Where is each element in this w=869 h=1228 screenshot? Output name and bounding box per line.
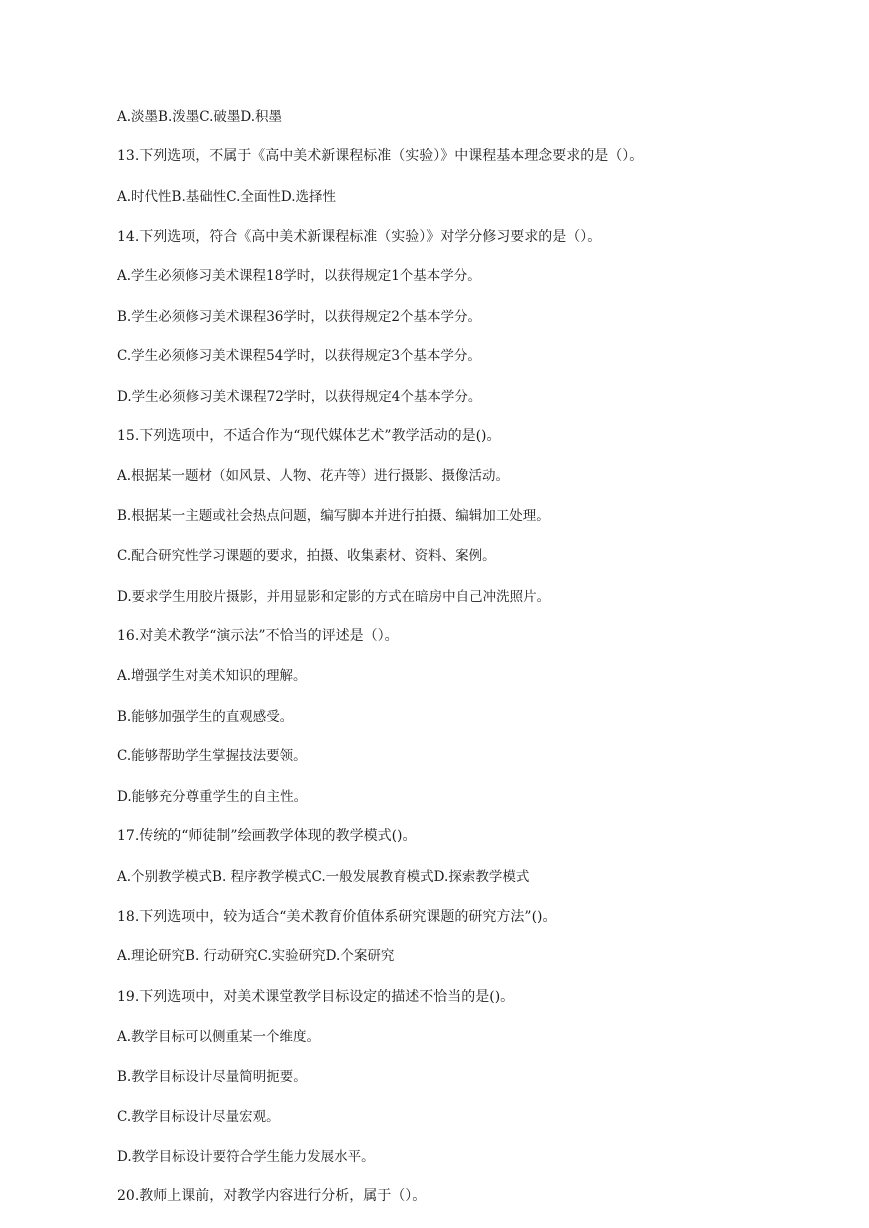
option-a-q15: A.根据某一题材（如风景、人物、花卉等）进行摄影、摄像活动。 (117, 468, 510, 484)
question-14: 14.下列选项，符合《高中美术新课程标准（实验）》对学分修习要求的是（）。 (117, 229, 602, 245)
question-20: 20.教师上课前，对教学内容进行分析，属于（）。 (117, 1188, 427, 1204)
option-b-q14: B.学生必须修习美术课程36学时，以获得规定2个基本学分。 (117, 309, 481, 325)
option-a-q14: A.学生必须修习美术课程18学时，以获得规定1个基本学分。 (117, 268, 481, 284)
question-13: 13.下列选项，不属于《高中美术新课程标准（实验）》中课程基本理念要求的是（）。 (117, 148, 644, 164)
option-a-q16: A.增强学生对美术知识的理解。 (117, 668, 307, 684)
option-d-q19: D.教学目标设计要符合学生能力发展水平。 (117, 1149, 375, 1165)
question-15: 15.下列选项中，不适合作为“现代媒体艺术”教学活动的是()。 (117, 428, 501, 444)
option-c-q16: C.能够帮助学生掌握技法要领。 (117, 748, 307, 764)
option-a-q19: A.教学目标可以侧重某一个维度。 (117, 1029, 321, 1045)
question-17: 17.传统的“师徒制”绘画教学体现的教学模式()。 (117, 828, 417, 844)
option-line-q18: A.理论研究B. 行动研究C.实验研究D.个案研究 (117, 948, 395, 964)
option-b-q15: B.根据某一主题或社会热点问题，编写脚本并进行拍摄、编辑加工处理。 (117, 508, 550, 524)
option-line-q13: A.时代性B.基础性C.全面性D.选择性 (117, 189, 337, 205)
option-d-q16: D.能够充分尊重学生的自主性。 (117, 789, 308, 805)
option-d-q15: D.要求学生用胶片摄影，并用显影和定影的方式在暗房中自己冲洗照片。 (117, 589, 551, 605)
option-c-q15: C.配合研究性学习课题的要求，拍摄、收集素材、资料、案例。 (117, 548, 496, 564)
option-line-q17: A.个别教学模式B. 程序教学模式C.一般发展教育模式D.探索教学模式 (117, 869, 530, 885)
question-19: 19.下列选项中，对美术课堂教学目标设定的描述不恰当的是()。 (117, 989, 515, 1005)
option-c-q19: C.教学目标设计尽量宏观。 (117, 1109, 280, 1125)
question-18: 18.下列选项中，较为适合“美术教育价值体系研究课题的研究方法”()。 (117, 909, 557, 925)
option-d-q14: D.学生必须修习美术课程72学时，以获得规定4个基本学分。 (117, 389, 482, 405)
option-b-q16: B.能够加强学生的直观感受。 (117, 709, 294, 725)
option-c-q14: C.学生必须修习美术课程54学时，以获得规定3个基本学分。 (117, 348, 481, 364)
question-16: 16.对美术教学“演示法”不恰当的评述是（）。 (117, 628, 399, 644)
option-line-q12: A.淡墨B.泼墨C.破墨D.积墨 (117, 109, 283, 125)
option-b-q19: B.教学目标设计尽量简明扼要。 (117, 1069, 307, 1085)
